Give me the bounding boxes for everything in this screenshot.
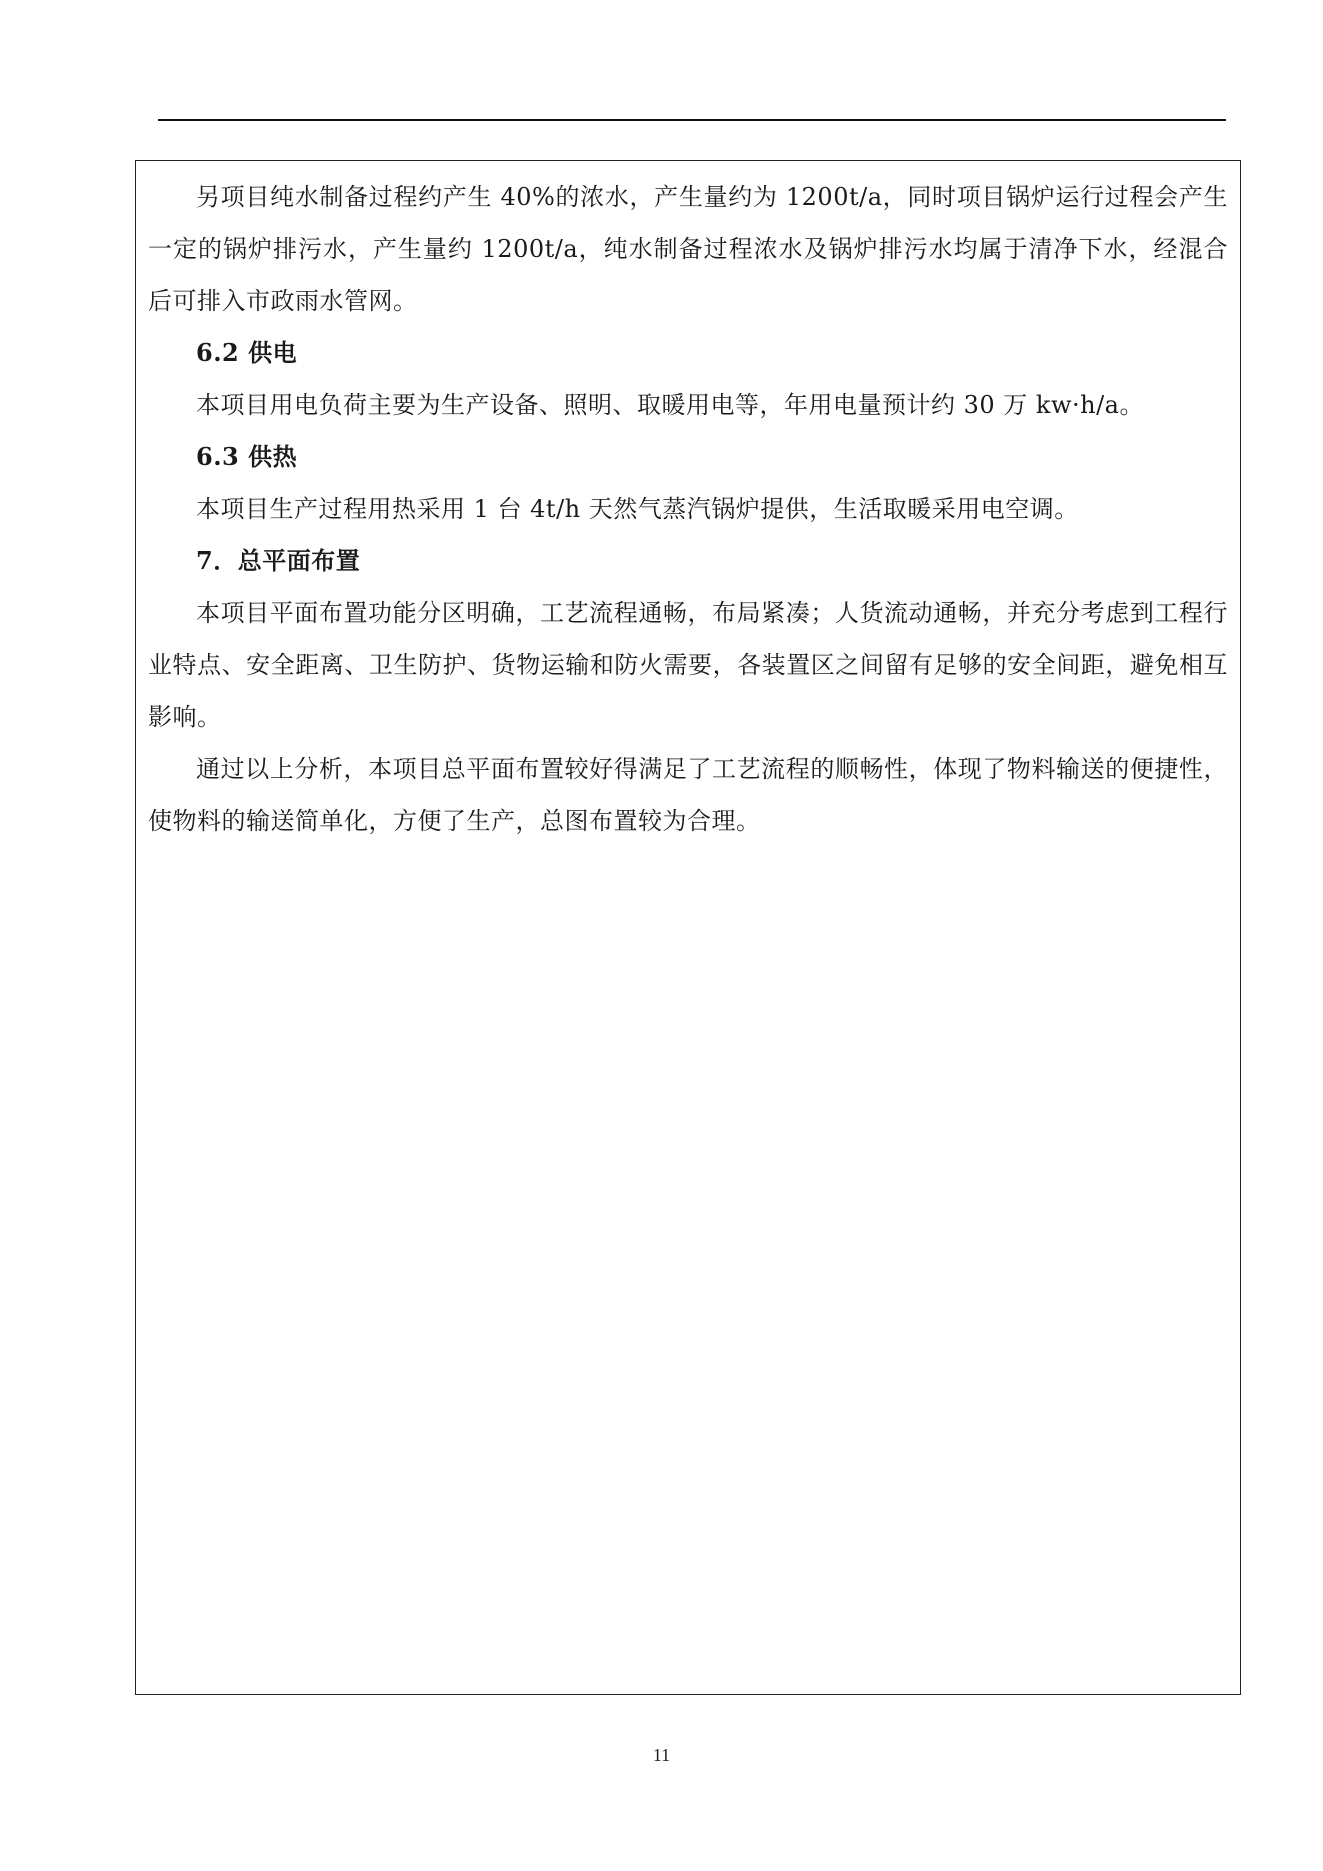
paragraph-site-layout: 本项目平面布置功能分区明确，工艺流程通畅，布局紧凑；人货流动通畅，并充分考虑到工程行业特点、安全距离、卫生防护、货物运输和防火需要，各装置区之间留有足够的安全间距，避免相互影响。 bbox=[148, 599, 1228, 731]
heading-site-layout: 7．总平面布置 bbox=[196, 546, 361, 575]
heading-heat-supply: 6.3 供热 bbox=[196, 442, 298, 471]
paragraph-wastewater: 另项目纯水制备过程约产生 40%的浓水，产生量约为 1200t/a，同时项目锅炉运行过程会产生一定的锅炉排污水，产生量约 1200t/a，纯水制备过程浓水及锅炉排污水均属于清净下水，经混合后可排入市政雨水管网。 bbox=[148, 183, 1228, 315]
paragraph-heat-supply: 本项目生产过程用热采用 1 台 4t/h 天然气蒸汽锅炉提供，生活取暖采用电空调。 bbox=[196, 495, 1079, 523]
paragraph-power-supply: 本项目用电负荷主要为生产设备、照明、取暖用电等，年用电量预计约 30 万 kw·h/a。 bbox=[196, 391, 1144, 419]
page-number: 11 bbox=[652, 1745, 671, 1765]
paragraph-layout-conclusion: 通过以上分析，本项目总平面布置较好得满足了工艺流程的顺畅性，体现了物料输送的便捷性，使物料的输送简单化，方便了生产，总图布置较为合理。 bbox=[148, 755, 1228, 835]
header-rule bbox=[158, 119, 1226, 121]
heading-power-supply: 6.2 供电 bbox=[196, 338, 298, 367]
content-box bbox=[135, 160, 1241, 1695]
